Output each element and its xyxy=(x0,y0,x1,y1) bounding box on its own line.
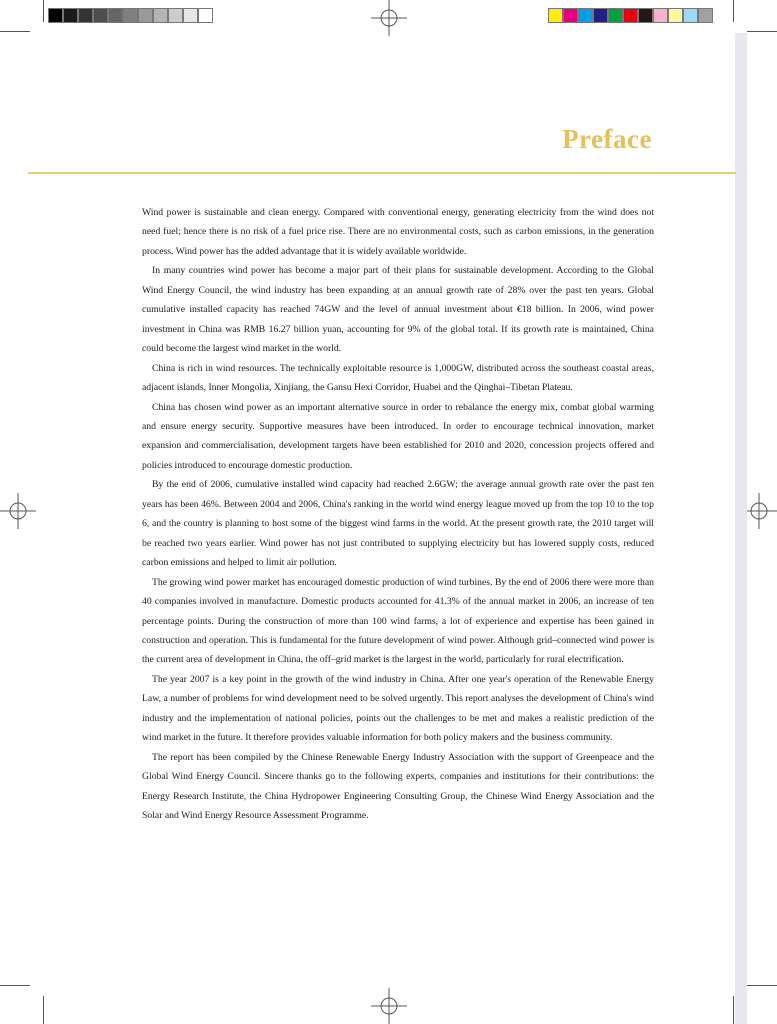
gray-swatch xyxy=(108,8,123,23)
gray-swatch xyxy=(93,8,108,23)
crop-mark-bottom-left-v xyxy=(43,996,44,1024)
color-swatch xyxy=(653,8,668,23)
paragraph: The report has been compiled by the Chinese Renewable Energy Industry Association with the support of Greenpeace and the Global Wind Energy Council. Sincere thanks go to the following experts, companies and institutions for their contributions: the Energy Research Institute, the China Hydropower Engineering Consulting Group, the Chinese Wind Energy Association and the Solar and Wind Energy Resource Assessment Programme. xyxy=(142,751,654,822)
gray-swatch xyxy=(153,8,168,23)
crop-mark-bottom-right-v xyxy=(733,996,734,1024)
crop-mark-top-left-h xyxy=(0,31,30,32)
gray-swatch xyxy=(198,8,213,23)
crop-mark-top-right-v xyxy=(733,0,734,22)
gray-swatch xyxy=(48,8,63,23)
gray-swatch xyxy=(123,8,138,23)
color-swatch xyxy=(548,8,563,23)
paragraph: China is rich in wind resources. The technically exploitable resource is 1,000GW, distributed across the southeast coastal areas, adjacent islands, Inner Mongolia, Xinjiang, the Gansu Hexi Corridor, Huabei and the Qinghai–Tibetan Plateau. xyxy=(142,362,654,394)
page-title: Preface xyxy=(562,124,652,154)
gray-swatch xyxy=(78,8,93,23)
color-swatch xyxy=(623,8,638,23)
paragraph: Wind power is sustainable and clean energy. Compared with conventional energy, generating electricity from the wind does not need fuel; hence there is no risk of a fuel price rise. There are no environmental costs, such as carbon emissions, in the generation process. Wind power has the added advantage that it is widely available worldwide. xyxy=(142,207,654,257)
gray-swatch xyxy=(183,8,198,23)
grayscale-bar xyxy=(48,8,213,23)
paragraph: The year 2007 is a key point in the growth of the wind industry in China. After one year's operation of the Renewable Energy Law, a number of problems for wind development need to be solved urgently. This report analyses the development of China's wind industry and the implementation of national policies, points out the challenges to be met and makes a realistic prediction of the wind market in the future. It therefore provides valuable information for both policy makers and the business community. xyxy=(142,673,654,744)
crop-mark-top-left-v xyxy=(43,0,44,22)
title-divider xyxy=(28,172,736,174)
color-swatch xyxy=(683,8,698,23)
color-swatch xyxy=(698,8,713,23)
color-bar xyxy=(548,8,713,23)
paragraph: In many countries wind power has become a major part of their plans for sustainable development. According to the Global Wind Energy Council, the wind industry has been expanding at an annual growth rate of 28% over the past ten years. Global cumulative installed capacity has reached 74GW and the level of annual investment about €18 billion. In 2006, wind power investment in China was RMB 16.27 billion yuan, accounting for 9% of the global total. If its growth rate is maintained, China could become the largest wind market in the world. xyxy=(142,265,654,355)
color-swatch xyxy=(638,8,653,23)
page-edge-strip xyxy=(735,33,747,1024)
crop-mark-bottom-right-h xyxy=(747,985,777,986)
paragraph: China has chosen wind power as an important alternative source in order to rebalance the energy mix, combat global warming and ensure energy security. Supportive measures have been introduced. In order to encourage technical innovation, market expansion and commercialisation, development targets have been established for 2010 and 2020, concession projects offered and policies introduced to encourage domestic production. xyxy=(142,401,654,471)
crop-mark-top-right-h xyxy=(747,31,777,32)
gray-swatch xyxy=(168,8,183,23)
color-swatch xyxy=(563,8,578,23)
color-swatch xyxy=(608,8,623,23)
registration-mark-left-icon xyxy=(0,493,36,529)
color-swatch xyxy=(578,8,593,23)
color-swatch xyxy=(593,8,608,23)
preface-body xyxy=(142,203,654,826)
gray-swatch xyxy=(63,8,78,23)
gray-swatch xyxy=(138,8,153,23)
color-swatch xyxy=(668,8,683,23)
crop-mark-bottom-left-h xyxy=(0,985,30,986)
registration-mark-top-icon xyxy=(371,0,407,36)
paragraph: By the end of 2006, cumulative installed wind capacity had reached 2.6GW; the average annual growth rate over the past ten years has been 46%. Between 2004 and 2006, China's ranking in the world wind energy league moved up from the top 10 to the top 6, and the country is planning to host some of the biggest wind farms in the world. At the present growth rate, the 2010 target will be reached two years earlier. Wind power has not just contributed to supplying electricity but has lowered supply costs, reduced carbon emissions and helped to limit air pollution. xyxy=(142,479,654,569)
registration-mark-bottom-icon xyxy=(371,988,407,1024)
paragraph: The growing wind power market has encouraged domestic production of wind turbines. By the end of 2006 there were more than 40 companies involved in manufacture. Domestic products accounted for 41.3% of the annual market in 2006, an increase of ten percentage points. During the construction of more than 100 wind farms, a lot of experience and expertise has been gained in construction and operation. This is fundamental for the future development of wind power. Although grid–connected wind power is the current area of development in China, the off–grid market is the largest in the world, particularly for rural electrification. xyxy=(142,576,654,666)
